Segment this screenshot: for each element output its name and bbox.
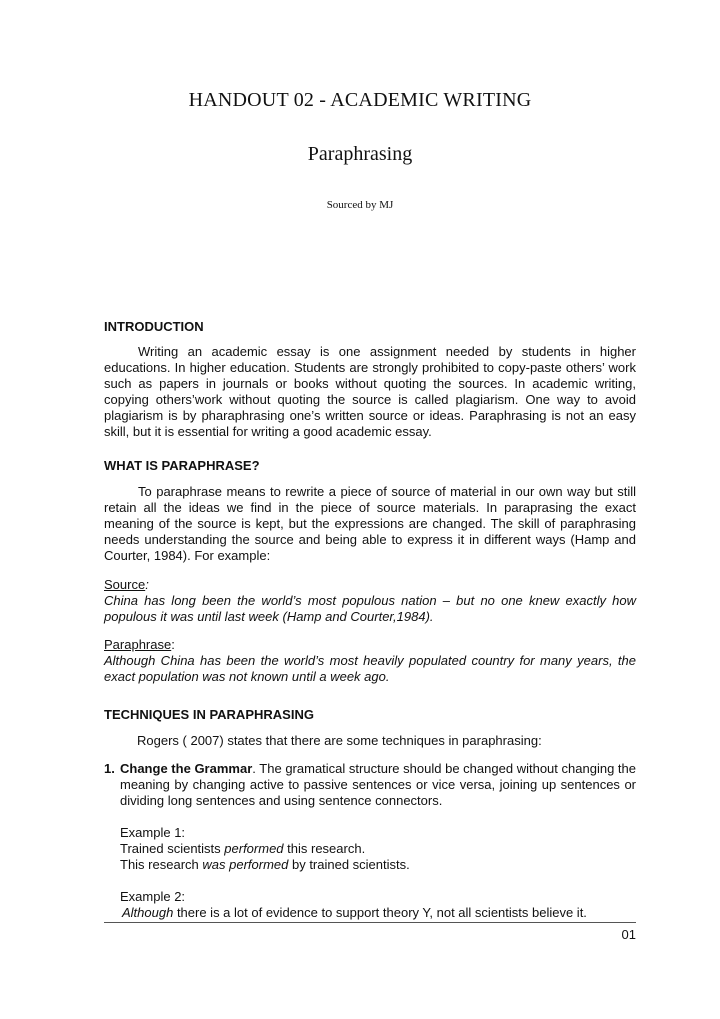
paraphrase-text: Although China has been the world’s most heavily populated country for many years, the exact population was not known until a week ago.	[104, 653, 636, 684]
example1-line2: This research was performed by trained scientists.	[120, 857, 410, 872]
source-text: China has long been the world’s most populous nation – but no one knew exactly how populous it was until last week (Hamp and Courter,1984).	[104, 593, 636, 624]
sourced-by: Sourced by MJ	[326, 199, 394, 211]
document-subtitle: Paraphrasing	[307, 143, 413, 165]
list-item-body: . The gramatical structure should be changed without changing the meaning by changing active to passive sentences or vice versa, joining up sentences or dividing long sentences and using sentence connectors.	[120, 761, 637, 808]
document-title: HANDOUT 02 - ACADEMIC WRITING	[188, 89, 532, 111]
footer-divider	[104, 922, 636, 923]
paraphrase-colon: :	[171, 637, 175, 652]
introduction-section	[104, 344, 636, 440]
techniques-list	[104, 761, 636, 921]
techniques-heading: TECHNIQUES IN PARAPHRASING	[104, 707, 314, 722]
page-number: 01	[621, 927, 636, 942]
example1-label: Example 1:	[120, 825, 186, 840]
what-is-section	[104, 484, 636, 564]
source-colon: :	[145, 577, 149, 592]
example1-line1: Trained scientists performed this research.	[120, 841, 366, 856]
list-item	[104, 761, 636, 921]
example2-line1: Although there is a lot of evidence to support theory Y, not all scientists believe it.	[122, 905, 587, 920]
what-is-paragraph: To paraphrase means to rewrite a piece of source of material in our own way but still retain all the ideas we find in the piece of source materials. In paraprasing the exact meaning of the source is kept, but the expressions are changed. The skill of paraphrasing needs understanding the source and being able to express it in different ways (Hamp and Courter, 1984). For example:	[104, 484, 636, 563]
example2-label: Example 2:	[120, 889, 186, 904]
introduction-heading: INTRODUCTION	[104, 319, 204, 334]
source-label: Source	[104, 577, 146, 592]
list-item-number: 1.	[104, 761, 115, 776]
introduction-paragraph: Writing an academic essay is one assignment needed by students in higher educations. In higher education. Students are strongly prohibited to copy-paste others’ work such as papers in journals or books without quoting the sources. In academic writing, copying others’work without quoting the source is called plagiarism. One way to avoid plagiarism is by pharaphrasing one’s written source or ideas. Paraphrasing is not an easy skill, but it is essential for writing a good academic essay.	[104, 344, 636, 439]
list-item-title: Change the Grammar	[120, 761, 253, 776]
what-is-heading: WHAT IS PARAPHRASE?	[104, 458, 260, 473]
paraphrase-label: Paraphrase	[104, 637, 172, 652]
techniques-intro: Rogers ( 2007) states that there are some techniques in paraphrasing:	[137, 733, 542, 748]
source-example	[104, 577, 636, 625]
paraphrase-example	[104, 637, 636, 685]
